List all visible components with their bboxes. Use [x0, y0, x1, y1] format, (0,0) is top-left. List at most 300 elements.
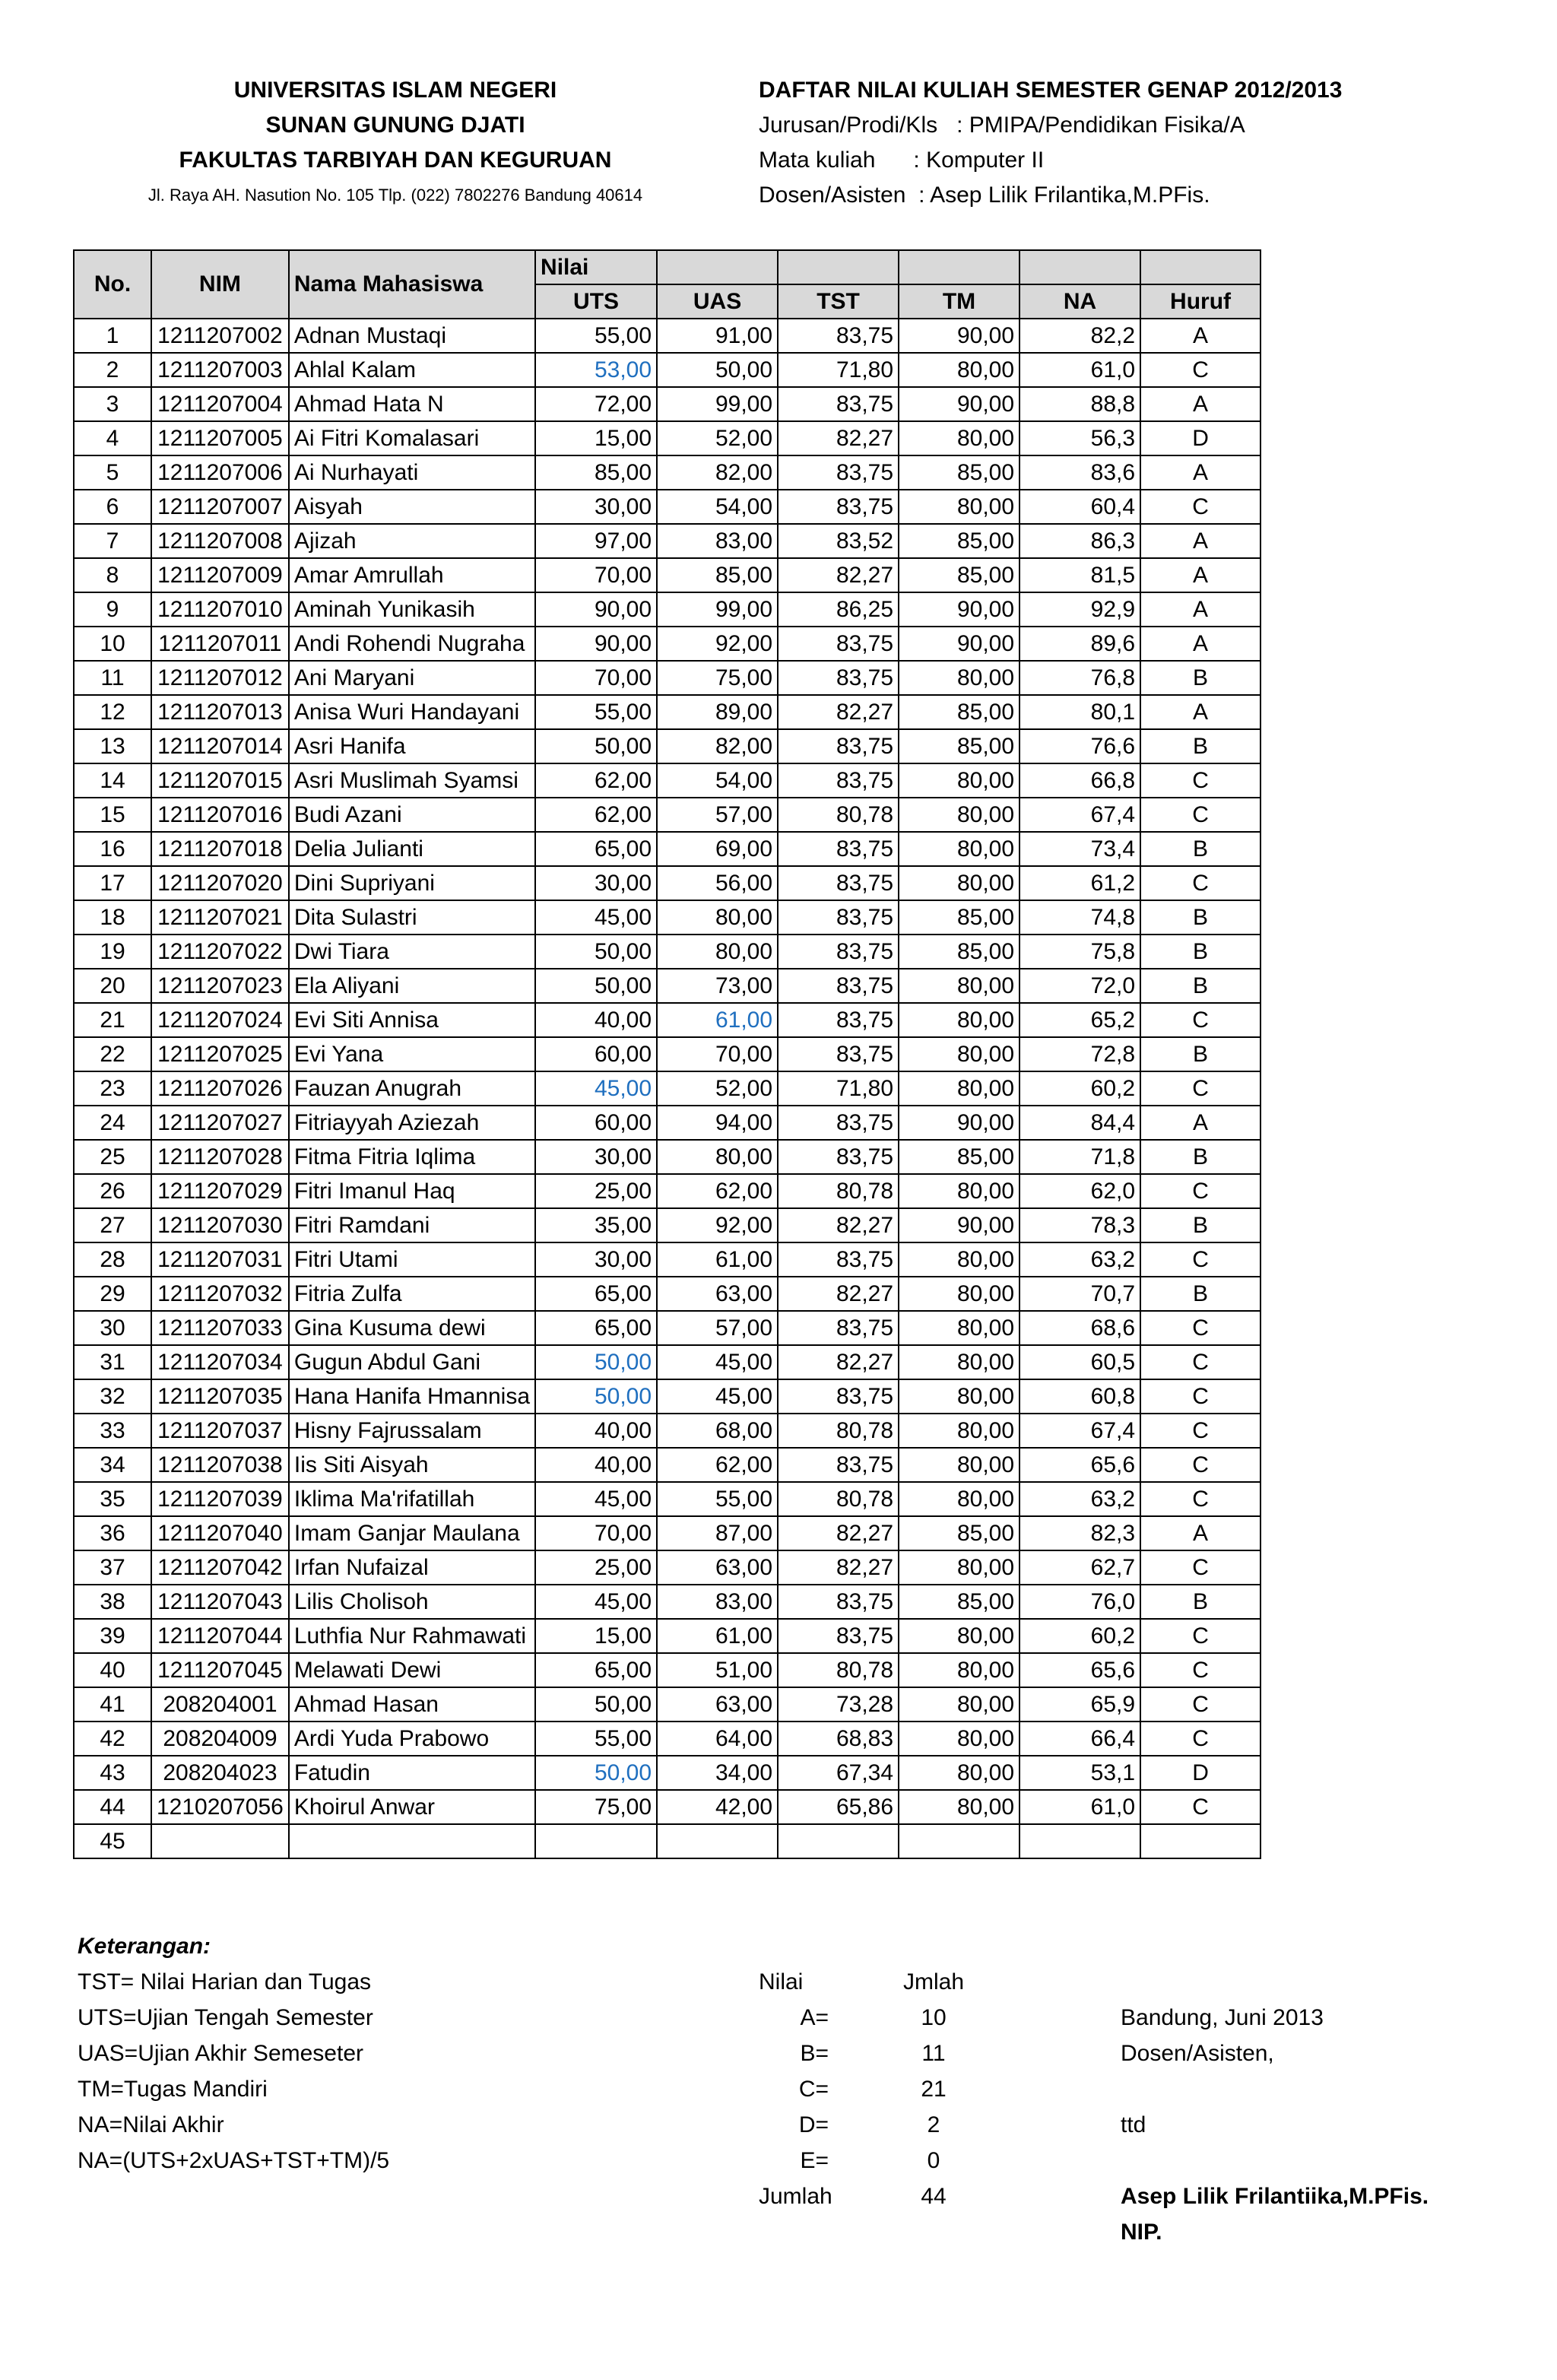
cell-na: 60,2 [1020, 1071, 1140, 1106]
cell-uts: 70,00 [535, 558, 657, 592]
cell-tst: 83,75 [778, 832, 899, 866]
cell-tm: 80,00 [899, 763, 1020, 798]
cell-na: 81,5 [1020, 558, 1140, 592]
cell-tm: 85,00 [899, 558, 1020, 592]
table-row [74, 455, 1261, 490]
cell-no: 35 [74, 1482, 151, 1516]
cell-nim: 1211207018 [151, 832, 289, 866]
cell-huruf: B [1140, 935, 1261, 969]
cell-nim: 1211207031 [151, 1242, 289, 1277]
cell-nim: 1211207021 [151, 900, 289, 935]
cell-na: 86,3 [1020, 524, 1140, 558]
cell-na: 76,8 [1020, 661, 1140, 695]
cell-no: 44 [74, 1790, 151, 1824]
cell-tst: 83,75 [778, 1140, 899, 1174]
cell-no: 39 [74, 1619, 151, 1653]
cell-nim: 1211207033 [151, 1311, 289, 1345]
cell-no: 38 [74, 1585, 151, 1619]
cell-tm [899, 1824, 1020, 1858]
cell-nim [151, 1824, 289, 1858]
table-row [74, 1824, 1261, 1858]
cell-tm: 80,00 [899, 1790, 1020, 1824]
cell-uts: 60,00 [535, 1037, 657, 1071]
cell-no: 8 [74, 558, 151, 592]
cell-tm: 80,00 [899, 1448, 1020, 1482]
cell-huruf: C [1140, 1482, 1261, 1516]
cell-tst: 83,75 [778, 1448, 899, 1482]
cell-uts: 72,00 [535, 387, 657, 421]
cell-no: 31 [74, 1345, 151, 1379]
cell-uts: 50,00 [535, 1756, 657, 1790]
cell-tst: 82,27 [778, 421, 899, 455]
cell-na: 73,4 [1020, 832, 1140, 866]
cell-tm: 90,00 [899, 319, 1020, 353]
institution-header [68, 73, 722, 213]
cell-tst: 83,75 [778, 319, 899, 353]
summary-count: 10 [921, 2005, 947, 2030]
cell-nim: 1211207012 [151, 661, 289, 695]
cell-na: 61,2 [1020, 866, 1140, 900]
cell-huruf: B [1140, 729, 1261, 763]
cell-nama: Fitri Ramdani [289, 1208, 535, 1242]
cell-huruf: C [1140, 1003, 1261, 1037]
table-row [74, 1722, 1261, 1756]
table-row [74, 763, 1261, 798]
cell-na: 65,9 [1020, 1687, 1140, 1722]
summary-grade: E= [800, 2148, 829, 2173]
cell-na: 88,8 [1020, 387, 1140, 421]
cell-nim: 1211207040 [151, 1516, 289, 1550]
cell-no: 12 [74, 695, 151, 729]
cell-uts: 65,00 [535, 1311, 657, 1345]
cell-tst: 68,83 [778, 1722, 899, 1756]
cell-nama: Melawati Dewi [289, 1653, 535, 1687]
cell-nama: Iis Siti Aisyah [289, 1448, 535, 1482]
cell-uas: 51,00 [657, 1653, 778, 1687]
cell-uts: 85,00 [535, 455, 657, 490]
table-row [74, 1208, 1261, 1242]
cell-no: 21 [74, 1003, 151, 1037]
cell-uts: 50,00 [535, 1379, 657, 1414]
table-row [74, 1277, 1261, 1311]
signer-nip: NIP. [1121, 2220, 1162, 2245]
cell-tm: 80,00 [899, 1311, 1020, 1345]
cell-no: 1 [74, 319, 151, 353]
cell-nama: Ani Maryani [289, 661, 535, 695]
cell-huruf: B [1140, 1037, 1261, 1071]
cell-tm: 80,00 [899, 1277, 1020, 1311]
cell-uas: 99,00 [657, 592, 778, 627]
cell-na [1020, 1824, 1140, 1858]
cell-huruf: C [1140, 798, 1261, 832]
cell-uts: 30,00 [535, 490, 657, 524]
cell-uas: 92,00 [657, 1208, 778, 1242]
cell-uas: 57,00 [657, 1311, 778, 1345]
table-row [74, 1790, 1261, 1824]
cell-nim: 1211207038 [151, 1448, 289, 1482]
cell-uts: 50,00 [535, 1345, 657, 1379]
cell-huruf: B [1140, 1140, 1261, 1174]
header-uas: UAS [657, 284, 778, 319]
cell-huruf: C [1140, 353, 1261, 387]
cell-uts: 15,00 [535, 421, 657, 455]
cell-nama: Fitri Utami [289, 1242, 535, 1277]
cell-uas: 80,00 [657, 935, 778, 969]
cell-no: 43 [74, 1756, 151, 1790]
cell-tst: 83,75 [778, 935, 899, 969]
cell-tm: 80,00 [899, 1687, 1020, 1722]
cell-tm: 80,00 [899, 1174, 1020, 1208]
cell-na: 70,7 [1020, 1277, 1140, 1311]
cell-tst: 83,75 [778, 866, 899, 900]
cell-na: 60,2 [1020, 1619, 1140, 1653]
cell-na: 67,4 [1020, 798, 1140, 832]
cell-uts: 45,00 [535, 900, 657, 935]
cell-uts: 53,00 [535, 353, 657, 387]
cell-nama: Fitma Fitria Iqlima [289, 1140, 535, 1174]
summary-grade: D= [798, 2112, 829, 2137]
cell-uas: 63,00 [657, 1687, 778, 1722]
cell-uas: 61,00 [657, 1619, 778, 1653]
summary-grade: B= [800, 2041, 829, 2066]
cell-nama: Andi Rohendi Nugraha [289, 627, 535, 661]
cell-na: 76,0 [1020, 1585, 1140, 1619]
cell-uas: 57,00 [657, 798, 778, 832]
summary-head-jumlah: Jmlah [902, 1969, 965, 1994]
cell-tm: 80,00 [899, 1345, 1020, 1379]
cell-huruf: C [1140, 1790, 1261, 1824]
cell-uts: 45,00 [535, 1071, 657, 1106]
cell-nama: Ahmad Hata N [289, 387, 535, 421]
cell-nim: 1211207007 [151, 490, 289, 524]
cell-tst: 80,78 [778, 798, 899, 832]
table-row [74, 1106, 1261, 1140]
cell-no: 13 [74, 729, 151, 763]
cell-nama: Fitri Imanul Haq [289, 1174, 535, 1208]
cell-nama: Ahmad Hasan [289, 1687, 535, 1722]
summary-grade: C= [798, 2077, 829, 2102]
cell-huruf: A [1140, 455, 1261, 490]
table-row [74, 1345, 1261, 1379]
cell-huruf: A [1140, 558, 1261, 592]
cell-tst: 83,75 [778, 1003, 899, 1037]
cell-no: 20 [74, 969, 151, 1003]
cell-uts: 50,00 [535, 969, 657, 1003]
cell-nama: Ajizah [289, 524, 535, 558]
table-row [74, 1756, 1261, 1790]
cell-no: 36 [74, 1516, 151, 1550]
cell-tst: 65,86 [778, 1790, 899, 1824]
cell-tst: 83,75 [778, 627, 899, 661]
cell-uas: 80,00 [657, 1140, 778, 1174]
cell-nama: Adnan Mustaqi [289, 319, 535, 353]
cell-nim: 1211207044 [151, 1619, 289, 1653]
university-name-2: SUNAN GUNUNG DJATI [265, 113, 525, 138]
cell-uas: 68,00 [657, 1414, 778, 1448]
cell-na: 75,8 [1020, 935, 1140, 969]
cell-no: 3 [74, 387, 151, 421]
cell-tst: 80,78 [778, 1174, 899, 1208]
table-row [74, 1585, 1261, 1619]
cell-tst: 83,75 [778, 455, 899, 490]
cell-no: 14 [74, 763, 151, 798]
cell-no: 9 [74, 592, 151, 627]
header-blank [778, 250, 899, 284]
cell-nama: Evi Siti Annisa [289, 1003, 535, 1037]
cell-tst: 83,75 [778, 1242, 899, 1277]
cell-nim: 1211207035 [151, 1379, 289, 1414]
cell-no: 41 [74, 1687, 151, 1722]
table-row [74, 969, 1261, 1003]
cell-tst: 82,27 [778, 1516, 899, 1550]
cell-tm: 85,00 [899, 695, 1020, 729]
cell-nama: Ai Fitri Komalasari [289, 421, 535, 455]
cell-tm: 80,00 [899, 1414, 1020, 1448]
summary-count: 2 [927, 2112, 940, 2137]
cell-huruf: C [1140, 1722, 1261, 1756]
cell-nama: Ela Aliyani [289, 969, 535, 1003]
cell-huruf: B [1140, 661, 1261, 695]
cell-nim: 1211207026 [151, 1071, 289, 1106]
cell-huruf: C [1140, 763, 1261, 798]
cell-tst: 80,78 [778, 1653, 899, 1687]
cell-no: 25 [74, 1140, 151, 1174]
cell-uas: 83,00 [657, 1585, 778, 1619]
cell-uas: 80,00 [657, 900, 778, 935]
cell-nama: Irfan Nufaizal [289, 1550, 535, 1585]
header-nilai: Nilai [535, 250, 657, 284]
cell-nim: 1211207039 [151, 1482, 289, 1516]
cell-no: 18 [74, 900, 151, 935]
cell-uts: 65,00 [535, 1277, 657, 1311]
cell-na: 60,4 [1020, 490, 1140, 524]
cell-tst: 71,80 [778, 1071, 899, 1106]
cell-uts: 65,00 [535, 832, 657, 866]
place-date: Bandung, Juni 2013 [1121, 2005, 1324, 2030]
jurusan-line: Jurusan/Prodi/Kls : PMIPA/Pendidikan Fisika/A [759, 113, 1245, 138]
cell-tm: 85,00 [899, 935, 1020, 969]
cell-uas: 61,00 [657, 1242, 778, 1277]
cell-nim: 1211207030 [151, 1208, 289, 1242]
cell-na: 84,4 [1020, 1106, 1140, 1140]
cell-nama: Dini Supriyani [289, 866, 535, 900]
summary-total: 44 [921, 2184, 947, 2209]
cell-na: 61,0 [1020, 1790, 1140, 1824]
cell-tm: 80,00 [899, 1071, 1020, 1106]
cell-huruf: C [1140, 1550, 1261, 1585]
cell-tm: 90,00 [899, 1208, 1020, 1242]
cell-no: 7 [74, 524, 151, 558]
cell-huruf: B [1140, 1277, 1261, 1311]
cell-nama: Dwi Tiara [289, 935, 535, 969]
cell-nama: Amar Amrullah [289, 558, 535, 592]
cell-tst: 83,75 [778, 1619, 899, 1653]
header-huruf: Huruf [1140, 284, 1261, 319]
table-row [74, 627, 1261, 661]
cell-tm: 80,00 [899, 1242, 1020, 1277]
cell-no: 23 [74, 1071, 151, 1106]
cell-no: 27 [74, 1208, 151, 1242]
cell-na: 68,6 [1020, 1311, 1140, 1345]
cell-no: 37 [74, 1550, 151, 1585]
cell-nim: 1211207014 [151, 729, 289, 763]
cell-nim: 1211207024 [151, 1003, 289, 1037]
summary-grade: A= [800, 2005, 829, 2030]
cell-tst: 83,75 [778, 490, 899, 524]
cell-nama: Hana Hanifa Hmannisa [289, 1379, 535, 1414]
cell-tm: 80,00 [899, 1653, 1020, 1687]
cell-nim: 1211207032 [151, 1277, 289, 1311]
cell-huruf: A [1140, 1106, 1261, 1140]
cell-uas: 45,00 [657, 1345, 778, 1379]
table-row [74, 1516, 1261, 1550]
cell-uts: 30,00 [535, 1242, 657, 1277]
summary-total-label: Jumlah [759, 2184, 832, 2209]
cell-uas: 56,00 [657, 866, 778, 900]
table-row [74, 490, 1261, 524]
cell-tm: 80,00 [899, 1037, 1020, 1071]
table-row [74, 900, 1261, 935]
document-title: DAFTAR NILAI KULIAH SEMESTER GENAP 2012/2013 [759, 78, 1343, 103]
table-row [74, 1379, 1261, 1414]
cell-uts: 65,00 [535, 1653, 657, 1687]
legend-title: Keterangan: [78, 1934, 211, 1959]
cell-no: 33 [74, 1414, 151, 1448]
table-row [74, 798, 1261, 832]
cell-nim: 1211207028 [151, 1140, 289, 1174]
cell-nama: Delia Julianti [289, 832, 535, 866]
cell-huruf: C [1140, 1311, 1261, 1345]
signature-block [1121, 2000, 1429, 2250]
cell-nim: 1211207023 [151, 969, 289, 1003]
signer-role: Dosen/Asisten, [1121, 2041, 1274, 2066]
cell-nim: 1211207013 [151, 695, 289, 729]
table-row [74, 1037, 1261, 1071]
cell-uas: 91,00 [657, 319, 778, 353]
cell-nama: Gina Kusuma dewi [289, 1311, 535, 1345]
cell-no: 45 [74, 1824, 151, 1858]
faculty-name: FAKULTAS TARBIYAH DAN KEGURUAN [179, 148, 612, 173]
cell-uas: 85,00 [657, 558, 778, 592]
cell-tm: 90,00 [899, 592, 1020, 627]
cell-nama: Aminah Yunikasih [289, 592, 535, 627]
cell-nama: Fitria Zulfa [289, 1277, 535, 1311]
cell-huruf: C [1140, 1242, 1261, 1277]
cell-nama: Luthfia Nur Rahmawati [289, 1619, 535, 1653]
cell-nim: 1211207016 [151, 798, 289, 832]
table-row [74, 421, 1261, 455]
table-row [74, 832, 1261, 866]
cell-uts: 50,00 [535, 935, 657, 969]
cell-huruf: B [1140, 900, 1261, 935]
cell-tst: 83,75 [778, 1311, 899, 1345]
table-row [74, 1482, 1261, 1516]
cell-uts: 45,00 [535, 1585, 657, 1619]
table-row [74, 592, 1261, 627]
cell-huruf: A [1140, 592, 1261, 627]
cell-na: 89,6 [1020, 627, 1140, 661]
cell-uts: 35,00 [535, 1208, 657, 1242]
cell-uts: 50,00 [535, 729, 657, 763]
cell-no: 17 [74, 866, 151, 900]
header-uts: UTS [535, 284, 657, 319]
cell-nim: 1211207004 [151, 387, 289, 421]
cell-nama: Asri Hanifa [289, 729, 535, 763]
cell-tm: 80,00 [899, 1722, 1020, 1756]
cell-uas: 62,00 [657, 1448, 778, 1482]
cell-tm: 80,00 [899, 1619, 1020, 1653]
cell-tm: 80,00 [899, 1379, 1020, 1414]
cell-no: 11 [74, 661, 151, 695]
table-row [74, 695, 1261, 729]
cell-tst: 83,75 [778, 661, 899, 695]
table-row [74, 1653, 1261, 1687]
cell-no: 15 [74, 798, 151, 832]
cell-na: 60,5 [1020, 1345, 1140, 1379]
cell-uas: 64,00 [657, 1722, 778, 1756]
cell-nim: 1211207008 [151, 524, 289, 558]
cell-nim: 1211207020 [151, 866, 289, 900]
cell-huruf: B [1140, 832, 1261, 866]
cell-tm: 85,00 [899, 455, 1020, 490]
cell-nim: 1211207037 [151, 1414, 289, 1448]
table-row [74, 661, 1261, 695]
cell-na: 66,4 [1020, 1722, 1140, 1756]
cell-nama: Ardi Yuda Prabowo [289, 1722, 535, 1756]
cell-nim: 1211207042 [151, 1550, 289, 1585]
cell-tst: 82,27 [778, 1345, 899, 1379]
cell-no: 16 [74, 832, 151, 866]
cell-uas: 61,00 [657, 1003, 778, 1037]
cell-tst: 83,75 [778, 729, 899, 763]
cell-nama: Budi Azani [289, 798, 535, 832]
cell-tst: 83,75 [778, 969, 899, 1003]
cell-tm: 90,00 [899, 387, 1020, 421]
cell-no: 24 [74, 1106, 151, 1140]
cell-na: 71,8 [1020, 1140, 1140, 1174]
cell-no: 6 [74, 490, 151, 524]
cell-tst [778, 1824, 899, 1858]
cell-huruf: C [1140, 1687, 1261, 1722]
cell-uas: 42,00 [657, 1790, 778, 1824]
cell-uts: 90,00 [535, 627, 657, 661]
cell-uas: 82,00 [657, 455, 778, 490]
cell-tst: 73,28 [778, 1687, 899, 1722]
document-header [759, 73, 1519, 213]
header-blank [657, 250, 778, 284]
cell-nim: 1211207043 [151, 1585, 289, 1619]
legend-line: UTS=Ujian Tengah Semester [78, 2005, 373, 2030]
cell-nama: Asri Muslimah Syamsi [289, 763, 535, 798]
cell-tst: 67,34 [778, 1756, 899, 1790]
table-row [74, 1071, 1261, 1106]
cell-nim: 1211207034 [151, 1345, 289, 1379]
cell-nim: 1211207005 [151, 421, 289, 455]
cell-na: 83,6 [1020, 455, 1140, 490]
cell-nama: Gugun Abdul Gani [289, 1345, 535, 1379]
legend-line: TM=Tugas Mandiri [78, 2077, 268, 2102]
cell-huruf: C [1140, 1071, 1261, 1106]
cell-uas: 75,00 [657, 661, 778, 695]
cell-no: 29 [74, 1277, 151, 1311]
summary-count: 0 [927, 2148, 940, 2173]
summary-count: 21 [921, 2077, 947, 2102]
cell-uts: 25,00 [535, 1174, 657, 1208]
cell-nim: 1211207002 [151, 319, 289, 353]
cell-na: 61,0 [1020, 353, 1140, 387]
cell-huruf: A [1140, 695, 1261, 729]
cell-uts: 55,00 [535, 1722, 657, 1756]
